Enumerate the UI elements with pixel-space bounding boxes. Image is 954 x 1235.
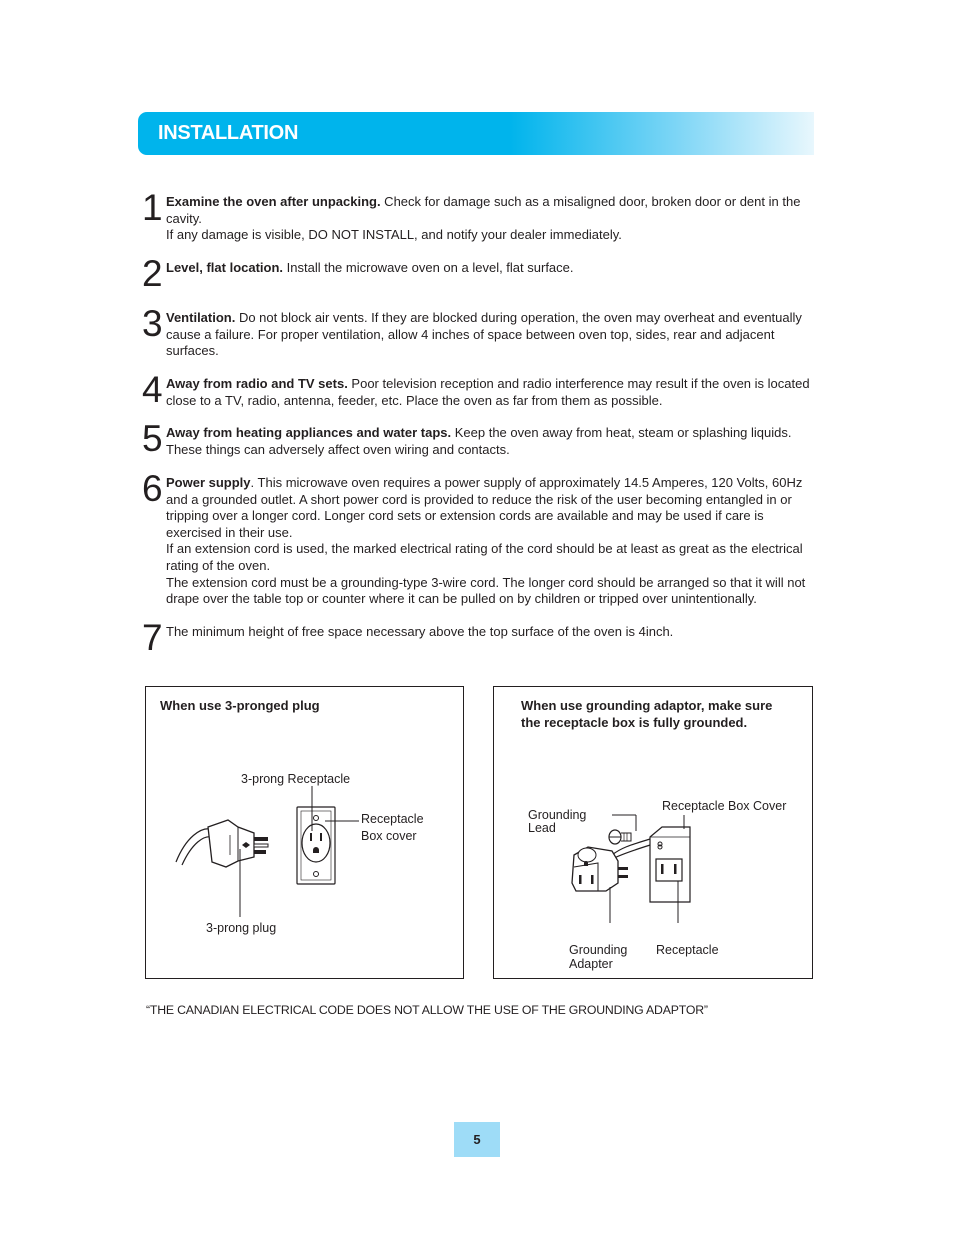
step-heading: Away from radio and TV sets. [166, 376, 348, 391]
step-body: The minimum height of free space necessary above the top surface of the oven is 4inch. [166, 624, 674, 639]
step-number: 2 [142, 253, 163, 294]
step-text [166, 376, 812, 409]
step-1 [142, 187, 812, 244]
step-body: . This microwave oven requires a power supply of approximately 14.5 Amperes, 120 Volts, 60Hz and a grounded outlet. A short power cord is provided to reduce the risk of the user becoming entangled in or tripping over a longer cord. Longer cord sets or extension cords are available and may be used if care is exercised in their use. [166, 475, 803, 540]
step-7 [142, 617, 812, 658]
step-text [166, 260, 812, 277]
box-cover-label-line1: Receptacle [361, 812, 424, 826]
plug-receptacle-illustration [146, 687, 463, 978]
grounding-adapter-label-line2: Adapter [569, 957, 613, 971]
step-text [166, 425, 812, 458]
three-prong-plug-diagram [145, 686, 464, 979]
page-number: 5 [454, 1122, 500, 1157]
step-number: 6 [142, 468, 163, 509]
diagram-title-line1: When use grounding adaptor, make sure [521, 698, 773, 713]
canadian-code-footnote: “THE CANADIAN ELECTRICAL CODE DOES NOT ALLOW THE USE OF THE GROUNDING ADAPTOR” [146, 1003, 708, 1017]
step-body: Poor television reception and radio interference may result if the oven is located close to a TV, radio, antenna, feeder, etc. Place the oven as far from them as possible. [166, 376, 810, 408]
box-cover-label: Receptacle Box Cover [662, 799, 787, 813]
step-note: The extension cord must be a grounding-type 3-wire cord. The longer cord should be arranged so that it will not drape over the table top or counter where it can be pulled on by children or tripped over unintentionally. [166, 574, 806, 607]
grounding-lead-label-line2: Lead [528, 821, 556, 835]
grounding-adapter-label-line1: Grounding [569, 943, 628, 957]
step-text [166, 624, 812, 641]
grounding-adaptor-diagram [493, 686, 813, 979]
diagram-title: When use 3-pronged plug [160, 698, 320, 713]
step-number: 1 [142, 187, 163, 228]
step-text [166, 310, 812, 360]
step-5 [142, 418, 812, 459]
grounding-lead-label-line1: Grounding [528, 808, 587, 822]
step-heading: Level, flat location. [166, 260, 284, 275]
step-note: If any damage is visible, DO NOT INSTALL, and notify your dealer immediately. [166, 227, 622, 243]
step-text [166, 194, 812, 244]
plug-label: 3-prong plug [206, 921, 277, 935]
step-body: Do not block air vents. If they are blocked during operation, the oven may overheat and eventually cause a failure. For proper ventilation, allow 4 inches of space between oven top, sides, rear and adjacent surfaces. [166, 310, 802, 359]
step-body: Check for damage such as a misaligned door, broken door or dent in the cavity. [166, 194, 801, 226]
step-number: 7 [142, 617, 163, 658]
receptacle-label: 3-prong Receptacle [241, 772, 351, 786]
box-cover-label-line2: Box cover [361, 829, 417, 843]
step-6 [142, 468, 812, 608]
receptacle-label: Receptacle [656, 943, 719, 957]
step-text [166, 475, 812, 608]
step-heading: Examine the oven after unpacking. [166, 194, 381, 209]
step-2 [142, 253, 812, 294]
step-body: Install the microwave oven on a level, flat surface. [283, 260, 574, 275]
step-body: Keep the oven away from heat, steam or splashing liquids. These things can adversely affect oven wiring and contacts. [166, 425, 792, 457]
step-heading: Ventilation. [166, 310, 236, 325]
section-title: INSTALLATION [158, 122, 299, 144]
section-header-bar [138, 112, 814, 155]
step-number: 4 [142, 369, 163, 410]
step-note: If an extension cord is used, the marked electrical rating of the cord should be at least as great as the electrical rating of the oven. [166, 541, 803, 573]
step-heading: Power supply [166, 475, 251, 490]
step-4 [142, 369, 812, 410]
grounding-adapter-illustration [494, 687, 812, 978]
diagram-title-line2: the receptacle box is fully grounded. [521, 715, 748, 730]
step-number: 3 [142, 303, 163, 344]
step-3 [142, 303, 812, 360]
step-number: 5 [142, 418, 163, 459]
step-heading: Away from heating appliances and water taps. [166, 425, 452, 440]
